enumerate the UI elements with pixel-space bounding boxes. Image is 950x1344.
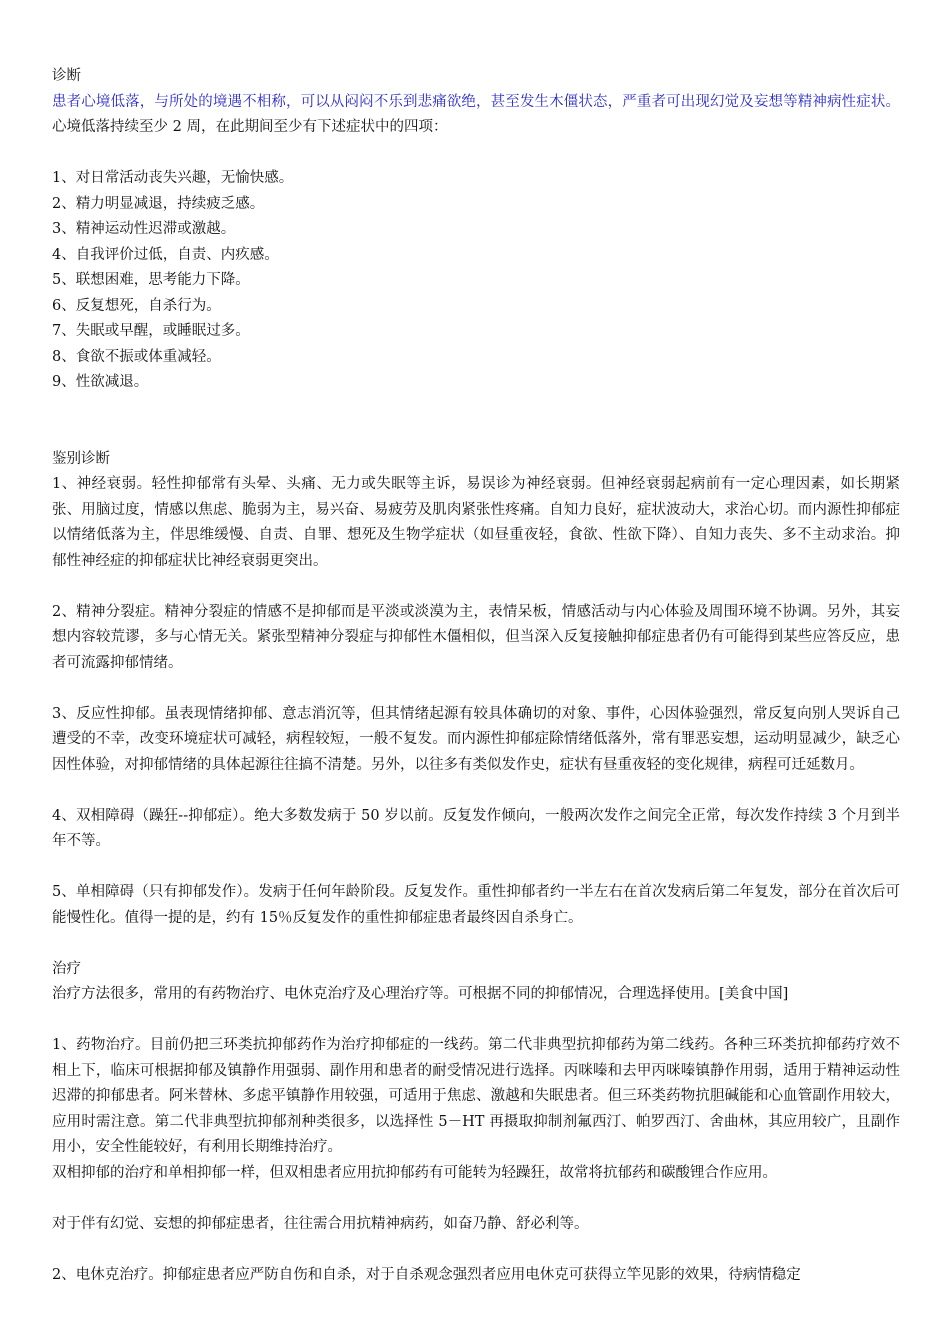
bipolar-note-paragraph: 双相抑郁的治疗和单相抑郁一样，但双相患者应用抗抑郁药有可能转为轻躁狂，故常将抗郁药和碳酸锂合作应用。 bbox=[52, 1164, 777, 1181]
symptom-item: 5、联想困难，思考能力下降。 bbox=[52, 272, 250, 288]
differential-item: 1、神经衰弱。轻性抑郁常有头晕、头痛、无力或失眠等主诉，易误诊为神经衰弱。但神经衰弱起病前有一定心理因素，如长期紧张、用脑过度，情感以焦虑、脆弱为主，易兴奋、易疲劳及肌肉紧张性疼痛。自知力良好，症状波动大，求治心切。而内源性抑郁症以情绪低落为主，伴思维缓慢、自责、自罪、想死及生物学症状（如昼重夜轻，食欲、性欲下降）、自知力丧失、多不主动求治。抑郁性神经症的抑郁症状比神经衰弱更突出。 bbox=[52, 476, 900, 569]
differential-item: 2、精神分裂症。精神分裂症的情感不是抑郁而是平淡或淡漠为主，表情呆板，情感活动与内心体验及周围环境不协调。另外，其妄想内容较荒谬，多与心情无关。紧张型精神分裂症与抑郁性木僵相似，但当深入反复接触抑郁症患者仍有可能得到某些应答反应，患者可流露抑郁情绪。 bbox=[52, 603, 900, 671]
ect-paragraph: 2、电休克治疗。抑郁症患者应严防自伤和自杀，对于自杀观念强烈者应用电休克可获得立竿见影的效果，待病情稳定 bbox=[52, 1266, 801, 1283]
psychotic-note-paragraph: 对于伴有幻觉、妄想的抑郁症患者，往往需合用抗精神病药，如奋乃静、舒必利等。 bbox=[52, 1215, 589, 1232]
differential-item: 3、反应性抑郁。虽表现情绪抑郁、意志消沉等，但其情绪起源有较具体确切的对象、事件，心因体验强烈，常反复向别人哭诉自己遭受的不幸，改变环境症状可减轻，病程较短，一般不复发。而内源性抑郁症除情绪低落外，常有罪恶妄想，运动明显减少，缺乏心因性体验，对抑郁情绪的具体起源往往搞不清楚。另外，以往多有类似发作史，症状有昼重夜轻的变化规律，病程可迁延数月。 bbox=[52, 705, 900, 773]
symptom-item: 2、精力明显减退，持续疲乏感。 bbox=[52, 195, 265, 212]
treatment-intro: 治疗方法很多，常用的有药物治疗、电休克治疗及心理治疗等。可根据不同的抑郁情况，合理选择使用。[美食中国] bbox=[52, 986, 789, 1002]
treatment-heading: 治疗 bbox=[52, 960, 81, 977]
document-page bbox=[52, 64, 900, 1288]
symptom-item: 8、食欲不振或体重减轻。 bbox=[52, 348, 221, 365]
diagnosis-heading: 诊断 bbox=[52, 68, 81, 84]
drug-therapy-paragraph: 1、药物治疗。目前仍把三环类抗抑郁药作为治疗抑郁症的一线药。第二代非典型抗抑郁药为第二线药。各种三环类抗抑郁药疗效不相上下，临床可根据抑郁及镇静作用强弱、副作用和患者的耐受情况进行选择。丙咪嗪和去甲丙咪嗪镇静作用弱，适用于精神运动性迟滞的抑郁患者。阿米替林、多虑平镇静作用较强，可适用于焦虑、激越和失眠患者。但三环类药物抗胆碱能和心血管副作用较大，应用时需注意。第二代非典型抗抑郁剂种类很多，以选择性 5－HT 再摄取抑制剂氟西汀、帕罗西汀、舍曲林，其应用较广，且副作用小，安全性能较好，有利用长期维持治疗。 bbox=[52, 1037, 900, 1155]
diagnosis-intro bbox=[52, 90, 900, 141]
symptom-item: 9、性欲减退。 bbox=[52, 374, 149, 390]
symptom-item: 7、失眠或早醒，或睡眠过多。 bbox=[52, 323, 250, 339]
symptom-list bbox=[52, 166, 900, 396]
differential-item: 5、单相障碍（只有抑郁发作）。发病于任何年龄阶段。反复发作。重性抑郁者约一半左右在首次发病后第二年复发，部分在首次后可能慢性化。值得一提的是，约有 15％反复发作的重性抑郁症患者最终因自杀身亡。 bbox=[52, 884, 900, 926]
differential-item: 4、双相障碍（躁狂--抑郁症）。绝大多数发病于 50 岁以前。反复发作倾向，一般两次发作之间完全正常，每次发作持续 3 个月到半年不等。 bbox=[52, 807, 900, 849]
diagnosis-intro-rest: 心境低落持续至少 2 周，在此期间至少有下述症状中的四项： bbox=[52, 119, 448, 135]
differential-heading: 鉴别诊断 bbox=[52, 450, 110, 467]
diagnosis-intro-highlight: 患者心境低落，与所处的境遇不相称，可以从闷闷不乐到悲痛欲绝，甚至发生木僵状态，严重者可出现幻觉及妄想等精神病性症状。 bbox=[52, 93, 900, 110]
symptom-item: 4、自我评价过低，自责、内疚感。 bbox=[52, 246, 279, 263]
symptom-item: 6、反复想死，自杀行为。 bbox=[52, 297, 221, 314]
symptom-item: 1、对日常活动丧失兴趣，无愉快感。 bbox=[52, 170, 294, 186]
symptom-item: 3、精神运动性迟滞或激越。 bbox=[52, 221, 236, 237]
